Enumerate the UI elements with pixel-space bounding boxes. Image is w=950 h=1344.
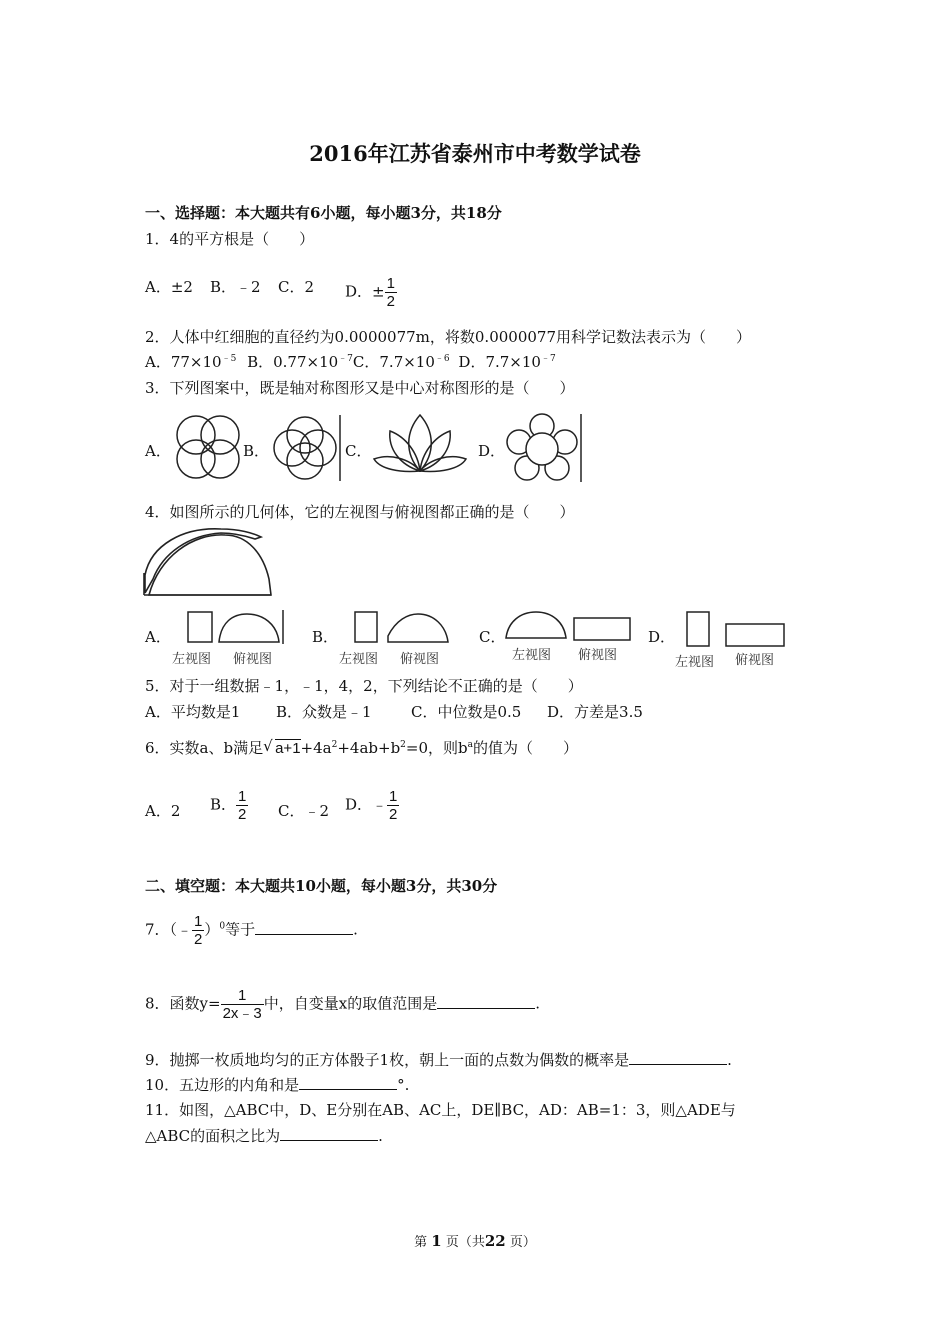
q4-solid-figure	[143, 523, 273, 597]
q4-d-left-view-label: 左视图	[675, 655, 715, 670]
q4-b-top-view-label: 俯视图	[400, 652, 440, 667]
q1-option-c: C．2	[278, 278, 315, 296]
q4-option-b: B．	[312, 628, 339, 646]
q1-stem: 1．4的平方根是（ ）	[145, 230, 315, 248]
q5-stem: 5．对于一组数据﹣1，﹣1，4，2，下列结论不正确的是（ ）	[145, 677, 583, 695]
q3-figure-b	[270, 413, 342, 483]
q3-figure-d	[505, 412, 583, 484]
q6-radical: √ a+1	[263, 737, 301, 757]
q3-stem: 3．下列图案中，既是轴对称图形又是中心对称图形的是（ ）	[145, 379, 575, 397]
q4-c-top-view-label: 俯视图	[578, 648, 618, 663]
section1-heading: 一、选择题：本大题共有6小题，每小题3分，共18分	[145, 204, 502, 222]
q5-option-b: B．众数是﹣1	[276, 703, 372, 721]
q4-a-views	[185, 610, 285, 644]
q4-a-left-view-label: 左视图	[172, 652, 212, 667]
q8-answer-blank[interactable]	[437, 994, 535, 1009]
q9-text: 9．抛掷一枚质地均匀的正方体骰子1枚，朝上一面的点数为偶数的概率是 .	[145, 1051, 732, 1069]
q10-answer-blank[interactable]	[299, 1075, 397, 1090]
q11-line2: △ABC的面积之比为 .	[145, 1127, 383, 1145]
q7-text: 7．（﹣ $\frac{1}{2}$ ）$^0$等于 .	[145, 913, 358, 948]
q3-option-a: A．	[145, 442, 171, 460]
q4-c-views	[504, 610, 634, 644]
q5-option-d: D．方差是3.5	[547, 703, 643, 721]
q6-d-fraction: $\frac{1}{2}$	[389, 788, 398, 823]
q7-answer-blank[interactable]	[255, 920, 353, 935]
q4-b-views	[352, 610, 452, 644]
q5-option-c: C．中位数是0.5	[411, 703, 522, 721]
q4-d-views	[684, 610, 794, 650]
q11-line1: 11．如图，△ABC中，D、E分别在AB、AC上，DE∥BC，AD：AB=1：3，则△ADE与	[145, 1101, 736, 1119]
q4-option-d: D．	[648, 628, 676, 646]
q11-answer-blank[interactable]	[280, 1126, 378, 1141]
q7-fraction: $\frac{1}{2}$	[194, 913, 203, 948]
q4-option-c: C．	[479, 628, 506, 646]
q9-answer-blank[interactable]	[629, 1050, 727, 1065]
page-title: 2016年江苏省泰州市中考数学试卷	[309, 141, 641, 166]
q8-fraction: $\frac{1}{2x﹣3}$	[222, 987, 262, 1022]
q3-option-c: C．	[345, 442, 372, 460]
q10-text: 10．五边形的内角和是 °.	[145, 1076, 410, 1094]
q4-d-top-view-label: 俯视图	[735, 653, 775, 668]
q1-option-d: D．± $\frac{1}{2}$	[345, 275, 395, 310]
q2-options: A．$77\times 10^{﹣5}$ B．$0.77\times 10^{﹣7}C$．$7.7\times 10^{﹣6}$ D．$7.7\times 10^{﹣7}$	[145, 353, 556, 371]
q4-option-a: A．	[145, 628, 171, 646]
q6-b-fraction: $\frac{1}{2}$	[238, 788, 247, 823]
q6-stem: 6．实数a、b满足 √ $a+1+4a^2+4ab+b^2=0$，则$b^a$的值为（ ）	[145, 737, 579, 757]
q1-fraction: $\frac{1}{2}$	[386, 275, 395, 310]
q4-stem: 4．如图所示的几何体，它的左视图与俯视图都正确的是（ ）	[145, 503, 575, 521]
q6-option-b: B． $\frac{1}{2}$	[210, 788, 247, 823]
q5-option-a: A．平均数是1	[145, 703, 241, 721]
q8-text: 8．函数y= $\frac{1}{2x﹣3}$ 中，自变量x的取值范围是 .	[145, 987, 541, 1022]
q6-option-d: D．﹣ $\frac{1}{2}$	[345, 788, 398, 823]
page-footer: 第 1 页（共22 页）	[414, 1232, 536, 1250]
q3-figure-c	[370, 413, 470, 475]
q6-option-a: A．2	[145, 802, 181, 820]
q1-option-a: A．±2	[145, 278, 193, 296]
q4-c-left-view-label: 左视图	[512, 648, 552, 663]
section2-heading: 二、填空题：本大题共10小题，每小题3分，共30分	[145, 877, 498, 895]
q4-b-left-view-label: 左视图	[339, 652, 379, 667]
q3-figure-a	[172, 413, 244, 483]
q3-option-b: B．	[243, 442, 270, 460]
q3-option-d: D．	[478, 442, 506, 460]
q4-a-top-view-label: 俯视图	[233, 652, 273, 667]
q6-option-c: C．﹣2	[278, 802, 330, 820]
q2-stem: 2．人体中红细胞的直径约为0.0000077m，将数0.0000077用科学记数法表示为（ ）	[145, 328, 752, 346]
q1-option-b: B．﹣2	[210, 278, 261, 296]
